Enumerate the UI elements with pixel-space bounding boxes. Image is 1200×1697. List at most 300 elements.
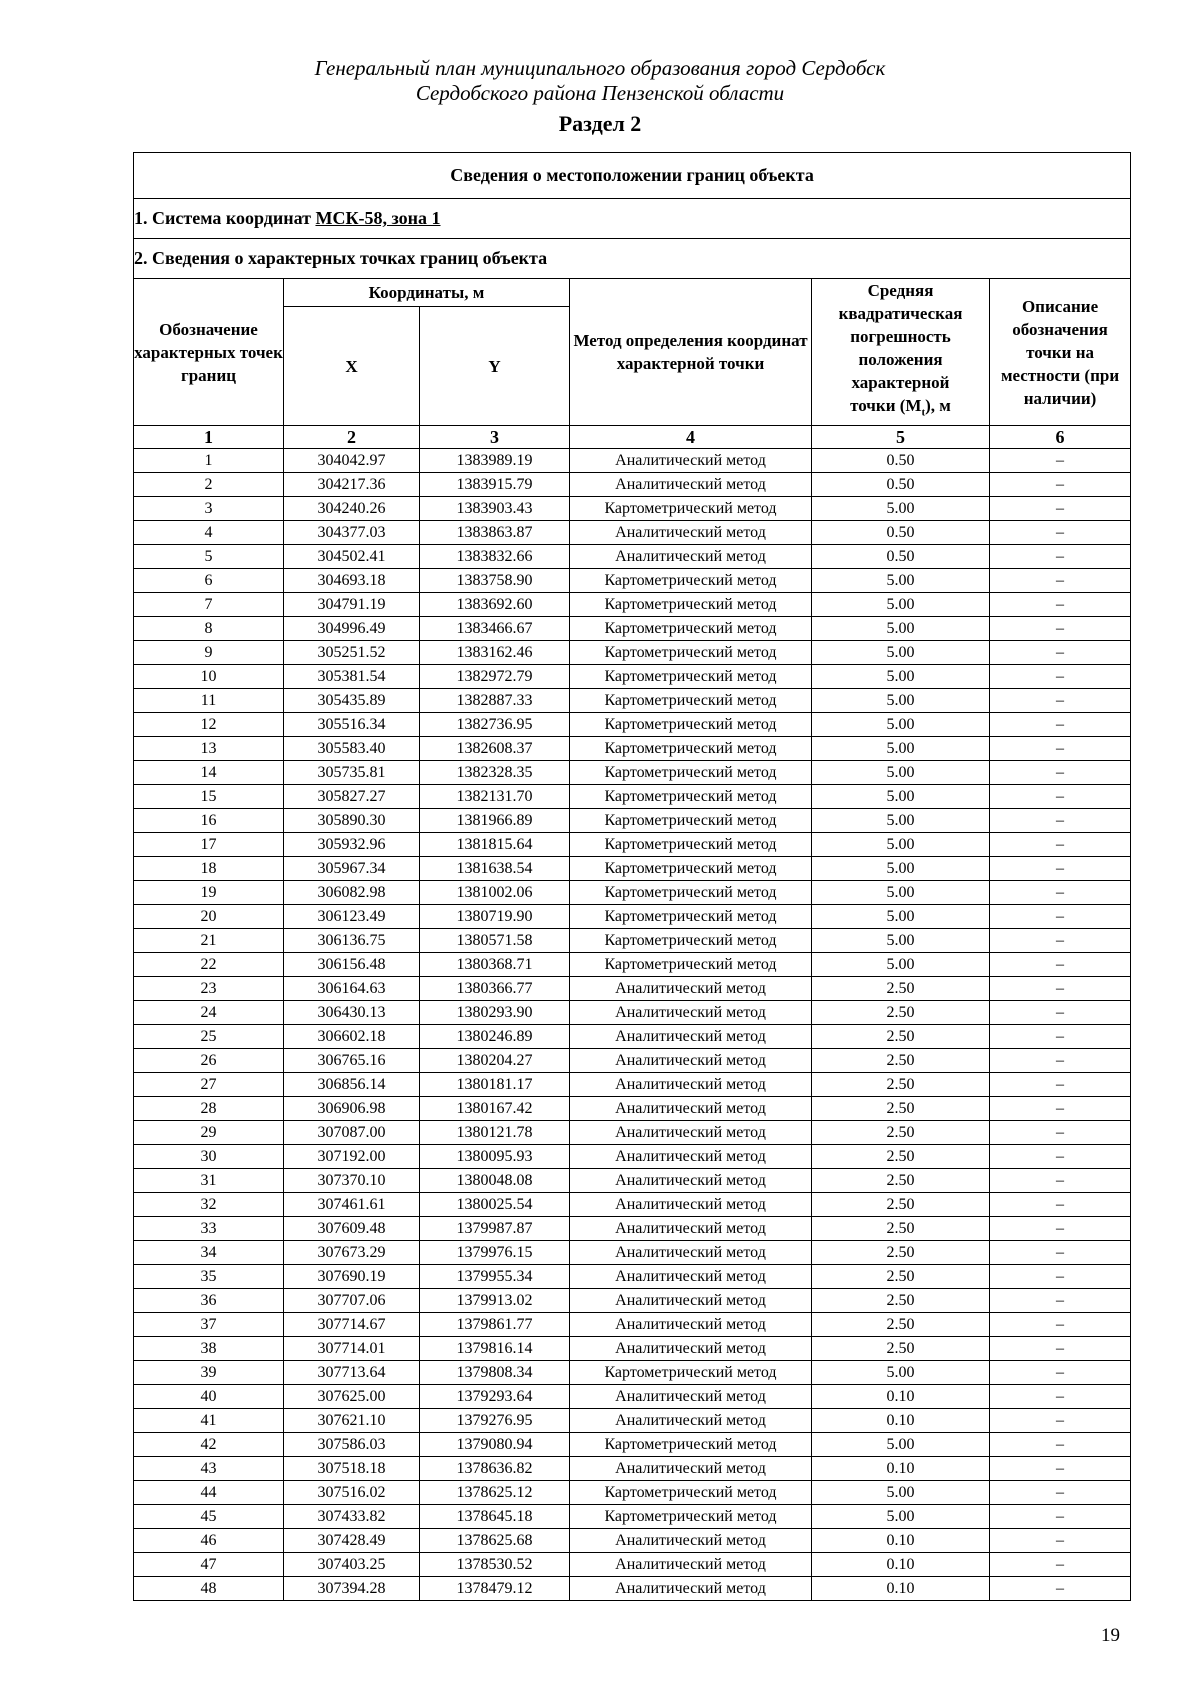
header-x: X [284, 307, 420, 426]
point-id-cell: 3 [134, 497, 284, 521]
description-cell: – [990, 641, 1131, 665]
point-id-cell: 24 [134, 1001, 284, 1025]
coord-y-cell: 1383758.90 [420, 569, 570, 593]
error-cell: 5.00 [812, 1505, 990, 1529]
coord-y-cell: 1383832.66 [420, 545, 570, 569]
section-title: Раздел 2 [558, 111, 642, 136]
coord-y-cell: 1381638.54 [420, 857, 570, 881]
description-cell: – [990, 1385, 1131, 1409]
coord-x-cell: 304693.18 [284, 569, 420, 593]
point-id-cell: 11 [134, 689, 284, 713]
table-row [134, 449, 1131, 473]
description-cell: – [990, 1529, 1131, 1553]
error-cell: 0.50 [812, 521, 990, 545]
coord-x-cell: 307516.02 [284, 1481, 420, 1505]
point-id-cell: 12 [134, 713, 284, 737]
error-cell: 2.50 [812, 1097, 990, 1121]
coord-x-cell: 307621.10 [284, 1409, 420, 1433]
error-cell: 5.00 [812, 593, 990, 617]
coord-x-cell: 306906.98 [284, 1097, 420, 1121]
column-number: 5 [812, 426, 990, 449]
coord-x-cell: 307690.19 [284, 1265, 420, 1289]
coord-y-cell: 1383903.43 [420, 497, 570, 521]
coord-x-cell: 306136.75 [284, 929, 420, 953]
coord-x-cell: 307586.03 [284, 1433, 420, 1457]
description-cell: – [990, 785, 1131, 809]
description-cell: – [990, 737, 1131, 761]
coord-x-cell: 306082.98 [284, 881, 420, 905]
method-cell: Картометрический метод [570, 929, 812, 953]
description-cell: – [990, 1121, 1131, 1145]
error-cell: 0.50 [812, 473, 990, 497]
table-row [134, 497, 1131, 521]
coord-y-cell: 1383466.67 [420, 617, 570, 641]
description-cell: – [990, 1577, 1131, 1601]
table-row [134, 929, 1131, 953]
error-cell: 0.50 [812, 545, 990, 569]
coord-y-cell: 1380571.58 [420, 929, 570, 953]
error-cell: 5.00 [812, 809, 990, 833]
header-error: Средняя квадратическая погрешность положения характерной точки $(M_t)$, м [812, 279, 990, 426]
description-cell: – [990, 1409, 1131, 1433]
coord-x-cell: 307403.25 [284, 1553, 420, 1577]
table-row [134, 1313, 1131, 1337]
point-id-cell: 36 [134, 1289, 284, 1313]
description-cell: – [990, 1025, 1131, 1049]
error-cell: 5.00 [812, 929, 990, 953]
method-cell: Аналитический метод [570, 977, 812, 1001]
method-cell: Картометрический метод [570, 857, 812, 881]
description-cell: – [990, 953, 1131, 977]
coord-y-cell: 1380181.17 [420, 1073, 570, 1097]
method-cell: Картометрический метод [570, 1361, 812, 1385]
error-cell: 0.10 [812, 1409, 990, 1433]
coord-y-cell: 1378645.18 [420, 1505, 570, 1529]
point-id-cell: 35 [134, 1265, 284, 1289]
method-cell: Картометрический метод [570, 833, 812, 857]
coord-x-cell: 307087.00 [284, 1121, 420, 1145]
coord-x-cell: 307370.10 [284, 1169, 420, 1193]
point-id-cell: 13 [134, 737, 284, 761]
method-cell: Аналитический метод [570, 1289, 812, 1313]
table-row [134, 1361, 1131, 1385]
header-coordinates: Координаты, м [284, 279, 570, 307]
error-cell: 0.10 [812, 1385, 990, 1409]
point-id-cell: 21 [134, 929, 284, 953]
table-row [134, 569, 1131, 593]
point-id-cell: 43 [134, 1457, 284, 1481]
table-row [134, 905, 1131, 929]
table-row [134, 545, 1131, 569]
coord-x-cell: 307713.64 [284, 1361, 420, 1385]
point-id-cell: 10 [134, 665, 284, 689]
coord-y-cell: 1382608.37 [420, 737, 570, 761]
coord-y-cell: 1379808.34 [420, 1361, 570, 1385]
method-cell: Аналитический метод [570, 1553, 812, 1577]
table-row [134, 1121, 1131, 1145]
error-cell: 0.10 [812, 1529, 990, 1553]
coord-x-cell: 307518.18 [284, 1457, 420, 1481]
coord-x-cell: 305932.96 [284, 833, 420, 857]
coord-y-cell: 1383162.46 [420, 641, 570, 665]
header-line-2: Сердобского района Пензенской области [415, 81, 785, 105]
error-cell: 5.00 [812, 617, 990, 641]
method-cell: Картометрический метод [570, 713, 812, 737]
description-cell: – [990, 1433, 1131, 1457]
description-cell: – [990, 1457, 1131, 1481]
method-cell: Картометрический метод [570, 665, 812, 689]
header-line-1: Генеральный план муниципального образования город Сердобск [314, 56, 886, 80]
coord-x-cell: 305435.89 [284, 689, 420, 713]
coord-x-cell: 304377.03 [284, 521, 420, 545]
page-header [0, 56, 1200, 138]
point-id-cell: 19 [134, 881, 284, 905]
table-row [134, 665, 1131, 689]
description-cell: – [990, 593, 1131, 617]
error-cell: 2.50 [812, 1001, 990, 1025]
point-id-cell: 25 [134, 1025, 284, 1049]
method-cell: Картометрический метод [570, 641, 812, 665]
error-cell: 2.50 [812, 1313, 990, 1337]
coord-x-cell: 304791.19 [284, 593, 420, 617]
coord-x-cell: 304042.97 [284, 449, 420, 473]
header-method: Метод определения координат характерной точки [570, 279, 812, 426]
point-id-cell: 47 [134, 1553, 284, 1577]
column-numbers-row [134, 426, 1131, 449]
description-cell: – [990, 1481, 1131, 1505]
point-id-cell: 31 [134, 1169, 284, 1193]
coordinate-system-label: 1. Система координат [134, 208, 316, 228]
coord-x-cell: 305967.34 [284, 857, 420, 881]
method-cell: Аналитический метод [570, 1241, 812, 1265]
point-id-cell: 42 [134, 1433, 284, 1457]
description-cell: – [990, 1313, 1131, 1337]
error-cell: 2.50 [812, 1193, 990, 1217]
point-id-cell: 37 [134, 1313, 284, 1337]
description-cell: – [990, 665, 1131, 689]
error-cell: 2.50 [812, 977, 990, 1001]
point-id-cell: 32 [134, 1193, 284, 1217]
table-row [134, 1001, 1131, 1025]
table-row [134, 713, 1131, 737]
header-designation: Обозначение характерных точек границ [134, 279, 284, 426]
coord-y-cell: 1380366.77 [420, 977, 570, 1001]
coord-x-cell: 307394.28 [284, 1577, 420, 1601]
table-row [134, 833, 1131, 857]
method-cell: Аналитический метод [570, 1049, 812, 1073]
point-id-cell: 46 [134, 1529, 284, 1553]
point-id-cell: 15 [134, 785, 284, 809]
method-cell: Картометрический метод [570, 689, 812, 713]
coord-y-cell: 1379861.77 [420, 1313, 570, 1337]
point-id-cell: 33 [134, 1217, 284, 1241]
method-cell: Аналитический метод [570, 521, 812, 545]
description-cell: – [990, 929, 1131, 953]
table-row [134, 1193, 1131, 1217]
coord-x-cell: 305583.40 [284, 737, 420, 761]
error-cell: 2.50 [812, 1049, 990, 1073]
method-cell: Аналитический метод [570, 1337, 812, 1361]
coord-y-cell: 1383915.79 [420, 473, 570, 497]
error-cell: 0.10 [812, 1553, 990, 1577]
method-cell: Аналитический метод [570, 1121, 812, 1145]
coord-x-cell: 304217.36 [284, 473, 420, 497]
coord-x-cell: 307461.61 [284, 1193, 420, 1217]
coord-y-cell: 1379976.15 [420, 1241, 570, 1265]
description-cell: – [990, 1265, 1131, 1289]
boundary-points-table [133, 152, 1131, 1601]
error-cell: 2.50 [812, 1121, 990, 1145]
error-cell: 5.00 [812, 761, 990, 785]
coord-y-cell: 1382887.33 [420, 689, 570, 713]
method-cell: Аналитический метод [570, 1457, 812, 1481]
table-row [134, 593, 1131, 617]
method-cell: Аналитический метод [570, 1169, 812, 1193]
table-row [134, 1457, 1131, 1481]
method-cell: Аналитический метод [570, 1025, 812, 1049]
method-cell: Картометрический метод [570, 497, 812, 521]
coord-y-cell: 1378625.12 [420, 1481, 570, 1505]
error-cell: 5.00 [812, 569, 990, 593]
table-row [134, 617, 1131, 641]
error-cell: 2.50 [812, 1289, 990, 1313]
method-cell: Картометрический метод [570, 785, 812, 809]
point-id-cell: 45 [134, 1505, 284, 1529]
description-cell: – [990, 1553, 1131, 1577]
coord-y-cell: 1382736.95 [420, 713, 570, 737]
point-id-cell: 16 [134, 809, 284, 833]
table-row [134, 1433, 1131, 1457]
error-cell: 2.50 [812, 1217, 990, 1241]
error-cell: 2.50 [812, 1073, 990, 1097]
method-cell: Аналитический метод [570, 1217, 812, 1241]
method-cell: Аналитический метод [570, 1073, 812, 1097]
point-id-cell: 17 [134, 833, 284, 857]
method-cell: Картометрический метод [570, 569, 812, 593]
coord-y-cell: 1380167.42 [420, 1097, 570, 1121]
table-row [134, 1025, 1131, 1049]
description-cell: – [990, 1193, 1131, 1217]
point-id-cell: 2 [134, 473, 284, 497]
coord-x-cell: 306123.49 [284, 905, 420, 929]
coord-y-cell: 1379080.94 [420, 1433, 570, 1457]
method-cell: Картометрический метод [570, 953, 812, 977]
coord-y-cell: 1382972.79 [420, 665, 570, 689]
coord-y-cell: 1379955.34 [420, 1265, 570, 1289]
error-cell: 0.50 [812, 449, 990, 473]
method-cell: Картометрический метод [570, 593, 812, 617]
error-cell: 2.50 [812, 1241, 990, 1265]
table-row [134, 689, 1131, 713]
coord-y-cell: 1381002.06 [420, 881, 570, 905]
coord-x-cell: 305827.27 [284, 785, 420, 809]
method-cell: Аналитический метод [570, 473, 812, 497]
table-row [134, 1409, 1131, 1433]
description-cell: – [990, 689, 1131, 713]
error-cell: 0.10 [812, 1457, 990, 1481]
error-cell: 5.00 [812, 1481, 990, 1505]
coord-y-cell: 1380719.90 [420, 905, 570, 929]
table-row [134, 809, 1131, 833]
method-cell: Картометрический метод [570, 1433, 812, 1457]
description-cell: – [990, 809, 1131, 833]
coord-x-cell: 304996.49 [284, 617, 420, 641]
coord-y-cell: 1380048.08 [420, 1169, 570, 1193]
coord-x-cell: 305890.30 [284, 809, 420, 833]
error-cell: 5.00 [812, 785, 990, 809]
coord-x-cell: 307192.00 [284, 1145, 420, 1169]
table-row [134, 1385, 1131, 1409]
point-id-cell: 18 [134, 857, 284, 881]
coordinate-system [134, 199, 1131, 239]
point-id-cell: 4 [134, 521, 284, 545]
method-cell: Аналитический метод [570, 1385, 812, 1409]
point-id-cell: 30 [134, 1145, 284, 1169]
description-cell: – [990, 1241, 1131, 1265]
coord-y-cell: 1382131.70 [420, 785, 570, 809]
method-cell: Аналитический метод [570, 1265, 812, 1289]
method-cell: Картометрический метод [570, 809, 812, 833]
point-id-cell: 39 [134, 1361, 284, 1385]
method-cell: Аналитический метод [570, 1529, 812, 1553]
coord-y-cell: 1379293.64 [420, 1385, 570, 1409]
method-cell: Картометрический метод [570, 617, 812, 641]
error-cell: 5.00 [812, 881, 990, 905]
point-id-cell: 27 [134, 1073, 284, 1097]
description-cell: – [990, 1217, 1131, 1241]
column-number: 6 [990, 426, 1131, 449]
method-cell: Аналитический метод [570, 449, 812, 473]
error-cell: 2.50 [812, 1025, 990, 1049]
description-cell: – [990, 545, 1131, 569]
method-cell: Картометрический метод [570, 737, 812, 761]
table-row [134, 1481, 1131, 1505]
coord-y-cell: 1380095.93 [420, 1145, 570, 1169]
coord-y-cell: 1379276.95 [420, 1409, 570, 1433]
description-cell: – [990, 1361, 1131, 1385]
error-cell: 5.00 [812, 857, 990, 881]
method-cell: Аналитический метод [570, 1193, 812, 1217]
coord-y-cell: 1381966.89 [420, 809, 570, 833]
column-number: 2 [284, 426, 420, 449]
point-id-cell: 23 [134, 977, 284, 1001]
error-cell: 5.00 [812, 833, 990, 857]
point-id-cell: 7 [134, 593, 284, 617]
table-row [134, 521, 1131, 545]
coord-x-cell: 307707.06 [284, 1289, 420, 1313]
error-cell: 5.00 [812, 905, 990, 929]
table-row [134, 1505, 1131, 1529]
description-cell: – [990, 449, 1131, 473]
coord-x-cell: 305251.52 [284, 641, 420, 665]
error-cell: 5.00 [812, 689, 990, 713]
coordinate-system-value: МСК-58, зона 1 [315, 208, 441, 228]
table-row [134, 641, 1131, 665]
description-cell: – [990, 857, 1131, 881]
description-cell: – [990, 569, 1131, 593]
description-cell: – [990, 1337, 1131, 1361]
method-cell: Аналитический метод [570, 545, 812, 569]
description-cell: – [990, 1169, 1131, 1193]
method-cell: Аналитический метод [570, 1145, 812, 1169]
method-cell: Картометрический метод [570, 905, 812, 929]
coord-y-cell: 1378625.68 [420, 1529, 570, 1553]
table-row [134, 881, 1131, 905]
table-row [134, 1577, 1131, 1601]
coord-y-cell: 1378530.52 [420, 1553, 570, 1577]
coord-x-cell: 306765.16 [284, 1049, 420, 1073]
coord-x-cell: 307428.49 [284, 1529, 420, 1553]
coord-y-cell: 1380368.71 [420, 953, 570, 977]
table-row [134, 1145, 1131, 1169]
point-id-cell: 48 [134, 1577, 284, 1601]
point-id-cell: 9 [134, 641, 284, 665]
coord-x-cell: 304240.26 [284, 497, 420, 521]
table-row [134, 1337, 1131, 1361]
table-row [134, 473, 1131, 497]
description-cell: – [990, 881, 1131, 905]
error-cell: 5.00 [812, 1361, 990, 1385]
coord-x-cell: 307625.00 [284, 1385, 420, 1409]
coord-y-cell: 1383692.60 [420, 593, 570, 617]
description-cell: – [990, 497, 1131, 521]
table-row [134, 1289, 1131, 1313]
point-id-cell: 5 [134, 545, 284, 569]
header-description: Описание обозначения точки на местности (при наличии) [990, 279, 1131, 426]
coord-x-cell: 304502.41 [284, 545, 420, 569]
description-cell: – [990, 1289, 1131, 1313]
error-cell: 5.00 [812, 497, 990, 521]
description-cell: – [990, 977, 1131, 1001]
point-id-cell: 28 [134, 1097, 284, 1121]
coord-x-cell: 306156.48 [284, 953, 420, 977]
error-cell: 5.00 [812, 737, 990, 761]
description-cell: – [990, 1505, 1131, 1529]
table-row [134, 1073, 1131, 1097]
coord-x-cell: 305516.34 [284, 713, 420, 737]
description-cell: – [990, 1001, 1131, 1025]
table-row [134, 785, 1131, 809]
table-row [134, 1217, 1131, 1241]
point-id-cell: 38 [134, 1337, 284, 1361]
point-id-cell: 40 [134, 1385, 284, 1409]
point-id-cell: 20 [134, 905, 284, 929]
coord-x-cell: 307714.01 [284, 1337, 420, 1361]
coord-x-cell: 306856.14 [284, 1073, 420, 1097]
coord-y-cell: 1379816.14 [420, 1337, 570, 1361]
coord-y-cell: 1380121.78 [420, 1121, 570, 1145]
coord-y-cell: 1380293.90 [420, 1001, 570, 1025]
coord-x-cell: 307673.29 [284, 1241, 420, 1265]
description-cell: – [990, 761, 1131, 785]
page-number: 19 [1101, 1625, 1120, 1646]
point-id-cell: 6 [134, 569, 284, 593]
description-cell: – [990, 617, 1131, 641]
method-cell: Аналитический метод [570, 1001, 812, 1025]
table-row [134, 1265, 1131, 1289]
method-cell: Картометрический метод [570, 761, 812, 785]
column-number: 1 [134, 426, 284, 449]
table-row [134, 1241, 1131, 1265]
coord-y-cell: 1378479.12 [420, 1577, 570, 1601]
table-row [134, 1097, 1131, 1121]
coord-x-cell: 305735.81 [284, 761, 420, 785]
error-cell: 5.00 [812, 665, 990, 689]
coord-x-cell: 305381.54 [284, 665, 420, 689]
table-row [134, 977, 1131, 1001]
method-cell: Аналитический метод [570, 1097, 812, 1121]
description-cell: – [990, 473, 1131, 497]
